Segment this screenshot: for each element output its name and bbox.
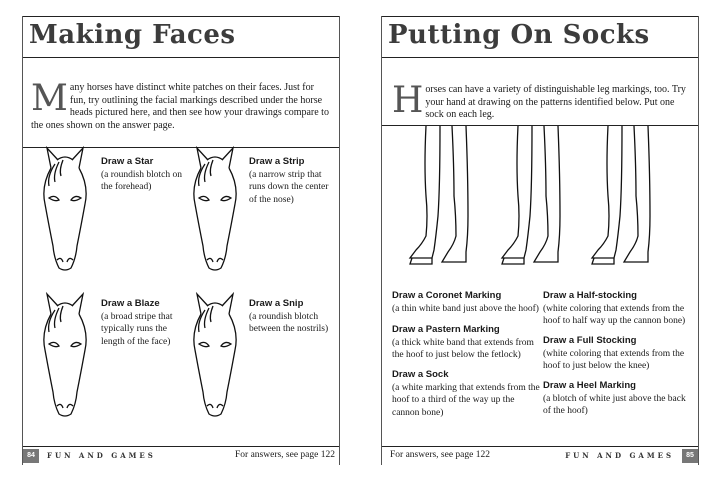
caption-half-stocking	[543, 290, 693, 328]
left-page	[22, 16, 340, 465]
caption-text: (white coloring that extends from the hoof to half way up the cannon bone)	[543, 303, 686, 326]
intro-paragraph	[31, 78, 331, 132]
running-title: FUN AND GAMES	[565, 451, 674, 460]
footer	[23, 446, 339, 465]
right-page	[381, 16, 699, 465]
page-title: Putting On Socks	[388, 20, 650, 50]
title-bar	[382, 16, 698, 58]
horse-head-star	[37, 146, 93, 274]
horse-legs-illustration	[382, 126, 698, 286]
title-bar	[23, 16, 339, 58]
caption-text: (a narrow strip that runs down the center of the nose)	[249, 169, 329, 205]
caption-text: (a roundish blotch between the nostrils)	[249, 311, 329, 334]
caption-text: (a roundish blotch on the forehead)	[101, 169, 183, 192]
caption-heading: Draw a Strip	[249, 156, 305, 167]
page-title: Making Faces	[29, 20, 236, 50]
caption-heading: Draw a Half-stocking	[543, 290, 637, 301]
caption-star	[101, 156, 187, 194]
intro-box	[23, 72, 339, 148]
horse-head-blaze	[37, 292, 93, 420]
intro-paragraph	[392, 80, 692, 122]
caption-text: (a broad stripe that typically runs the length of the face)	[101, 311, 173, 347]
caption-full-stocking	[543, 335, 693, 373]
caption-coronet	[392, 290, 542, 315]
caption-heading: Draw a Snip	[249, 298, 304, 309]
drop-cap: H	[392, 80, 424, 121]
caption-text: (a thick white band that extends from the hoof to just below the fetlock)	[392, 337, 534, 360]
caption-heading: Draw a Sock	[392, 369, 449, 380]
intro-text: orses can have a variety of distinguishable leg markings, too. Try your hand at drawing on the patterns identified below. Put one sock on each leg.	[425, 84, 686, 120]
answers-note: For answers, see page 122	[235, 450, 335, 460]
page-number: 85	[682, 449, 698, 463]
caption-heel	[543, 380, 693, 418]
caption-heading: Draw a Heel Marking	[543, 380, 636, 391]
caption-heading: Draw a Pastern Marking	[392, 324, 500, 335]
caption-sock	[392, 369, 542, 419]
caption-snip	[249, 298, 335, 336]
caption-heading: Draw a Star	[101, 156, 154, 167]
caption-heading: Draw a Full Stocking	[543, 335, 637, 346]
caption-blaze	[101, 298, 187, 348]
caption-heading: Draw a Coronet Marking	[392, 290, 502, 301]
horse-head-strip	[187, 146, 243, 274]
caption-text: (a blotch of white just above the back of the hoof)	[543, 393, 686, 416]
caption-text: (a thin white band just above the hoof)	[392, 303, 539, 314]
answers-note: For answers, see page 122	[390, 450, 490, 460]
caption-pastern	[392, 324, 542, 362]
horse-head-snip	[187, 292, 243, 420]
caption-strip	[249, 156, 335, 206]
intro-box	[382, 72, 698, 126]
caption-text: (white coloring that extends from the hoof to just below the knee)	[543, 348, 685, 371]
footer	[382, 446, 698, 465]
drop-cap: M	[31, 78, 68, 119]
running-title: FUN AND GAMES	[47, 451, 156, 460]
caption-text: (a white marking that extends from the hoof to a third of the way up the cannon bone)	[392, 382, 540, 418]
intro-text: any horses have distinct white patches on their faces. Just for fun, try outlining the facial markings described under the horse heads pictured here, and then see how your drawings compare to the ones shown on the answer page.	[31, 82, 329, 131]
page-number: 84	[23, 449, 39, 463]
caption-heading: Draw a Blaze	[101, 298, 160, 309]
